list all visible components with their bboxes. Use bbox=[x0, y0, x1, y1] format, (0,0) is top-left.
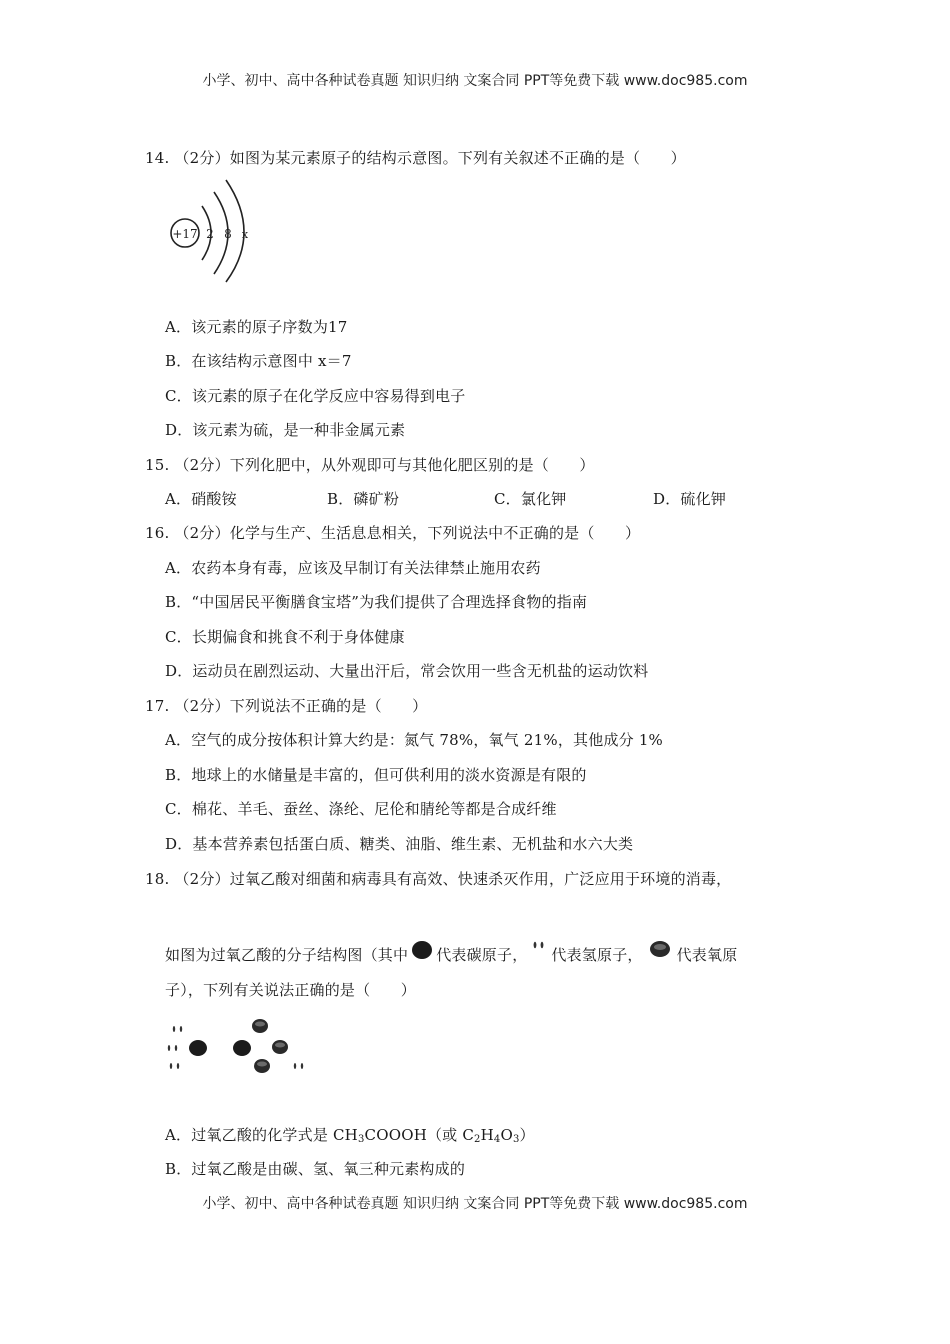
q16-option-b: B．“中国居民平衡膳食宝塔”为我们提供了合理选择食物的指南 bbox=[165, 593, 588, 611]
q15-option-c: C．氯化钾 bbox=[494, 490, 567, 508]
q15-option-a: A．硝酸铵 bbox=[165, 490, 237, 508]
hydrogen-atom-icon bbox=[530, 938, 548, 958]
atom-structure-diagram bbox=[162, 176, 262, 284]
q18-option-b: B．过氧乙酸是由碳、氢、氧三种元素构成的 bbox=[165, 1160, 466, 1178]
q17-option-c: C．棉花、羊毛、蚕丝、涤纶、尼伦和腈纶等都是合成纤维 bbox=[165, 800, 557, 818]
q18-legend-text-1: 如图为过氧乙酸的分子结构图（其中 bbox=[165, 946, 409, 964]
peracetic-acid-molecule-diagram bbox=[160, 1014, 320, 1080]
shell-3-count: x bbox=[241, 228, 249, 241]
question-17-stem: 17. （2分）下列说法不正确的是（ ） bbox=[145, 697, 428, 715]
shell-1-count: 2 bbox=[206, 227, 214, 241]
q14-option-b: B．在该结构示意图中 x＝7 bbox=[165, 352, 352, 370]
nucleus-label: +17 bbox=[172, 227, 198, 241]
q16-option-a: A．农药本身有毒，应该及早制订有关法律禁止施用农药 bbox=[165, 559, 541, 577]
q18-line-3: 子），下列有关说法正确的是（ ） bbox=[165, 981, 416, 999]
q18-legend-text-2: 代表碳原子， bbox=[436, 946, 528, 964]
q18-legend-text-4: 代表氧原 bbox=[676, 946, 738, 964]
q16-option-d: D．运动员在剧烈运动、大量出汗后，常会饮用一些含无机盐的运动饮料 bbox=[165, 662, 649, 680]
shell-2-count: 8 bbox=[224, 227, 232, 241]
q17-option-d: D．基本营养素包括蛋白质、糖类、油脂、维生素、无机盐和水六大类 bbox=[165, 835, 634, 853]
q17-option-b: B．地球上的水储量是丰富的，但可供利用的淡水资源是有限的 bbox=[165, 766, 587, 784]
q14-option-a: A．该元素的原子序数为17 bbox=[165, 318, 348, 336]
q17-option-a: A．空气的成分按体积计算大约是：氮气 78%，氧气 21%，其他成分 1% bbox=[165, 731, 664, 749]
q15-option-d: D．硫化钾 bbox=[653, 490, 727, 508]
carbon-atom-icon bbox=[410, 941, 434, 963]
oxygen-atom-icon bbox=[647, 939, 673, 961]
question-14-stem: 14. （2分）如图为某元素原子的结构示意图。下列有关叙述不正确的是（ ） bbox=[145, 149, 686, 167]
q18-option-a: A．过氧乙酸的化学式是 $CH_3COOOH$（或 $C_2H_4O_3$） bbox=[165, 1126, 535, 1145]
page-footer: 小学、初中、高中各种试卷真题 知识归纳 文案合同 PPT等免费下载 www.doc985.com bbox=[202, 1196, 748, 1212]
q14-option-c: C．该元素的原子在化学反应中容易得到电子 bbox=[165, 387, 466, 405]
q14-option-d: D．该元素为硫，是一种非金属元素 bbox=[165, 421, 406, 439]
q15-option-b: B．磷矿粉 bbox=[327, 490, 400, 508]
question-18-stem: 18. （2分）过氧乙酸对细菌和病毒具有高效、快速杀灭作用，广泛应用于环境的消毒， bbox=[145, 870, 732, 888]
page-header: 小学、初中、高中各种试卷真题 知识归纳 文案合同 PPT等免费下载 www.doc985.com bbox=[202, 73, 748, 89]
q18-legend-line bbox=[165, 938, 737, 965]
q18-legend-text-3: 代表氢原子， bbox=[551, 946, 643, 964]
question-15-stem: 15. （2分）下列化肥中，从外观即可与其他化肥区别的是（ ） bbox=[145, 456, 595, 474]
q16-option-c: C．长期偏食和挑食不利于身体健康 bbox=[165, 628, 405, 646]
question-16-stem: 16. （2分）化学与生产、生活息息相关，下列说法中不正确的是（ ） bbox=[145, 524, 641, 542]
